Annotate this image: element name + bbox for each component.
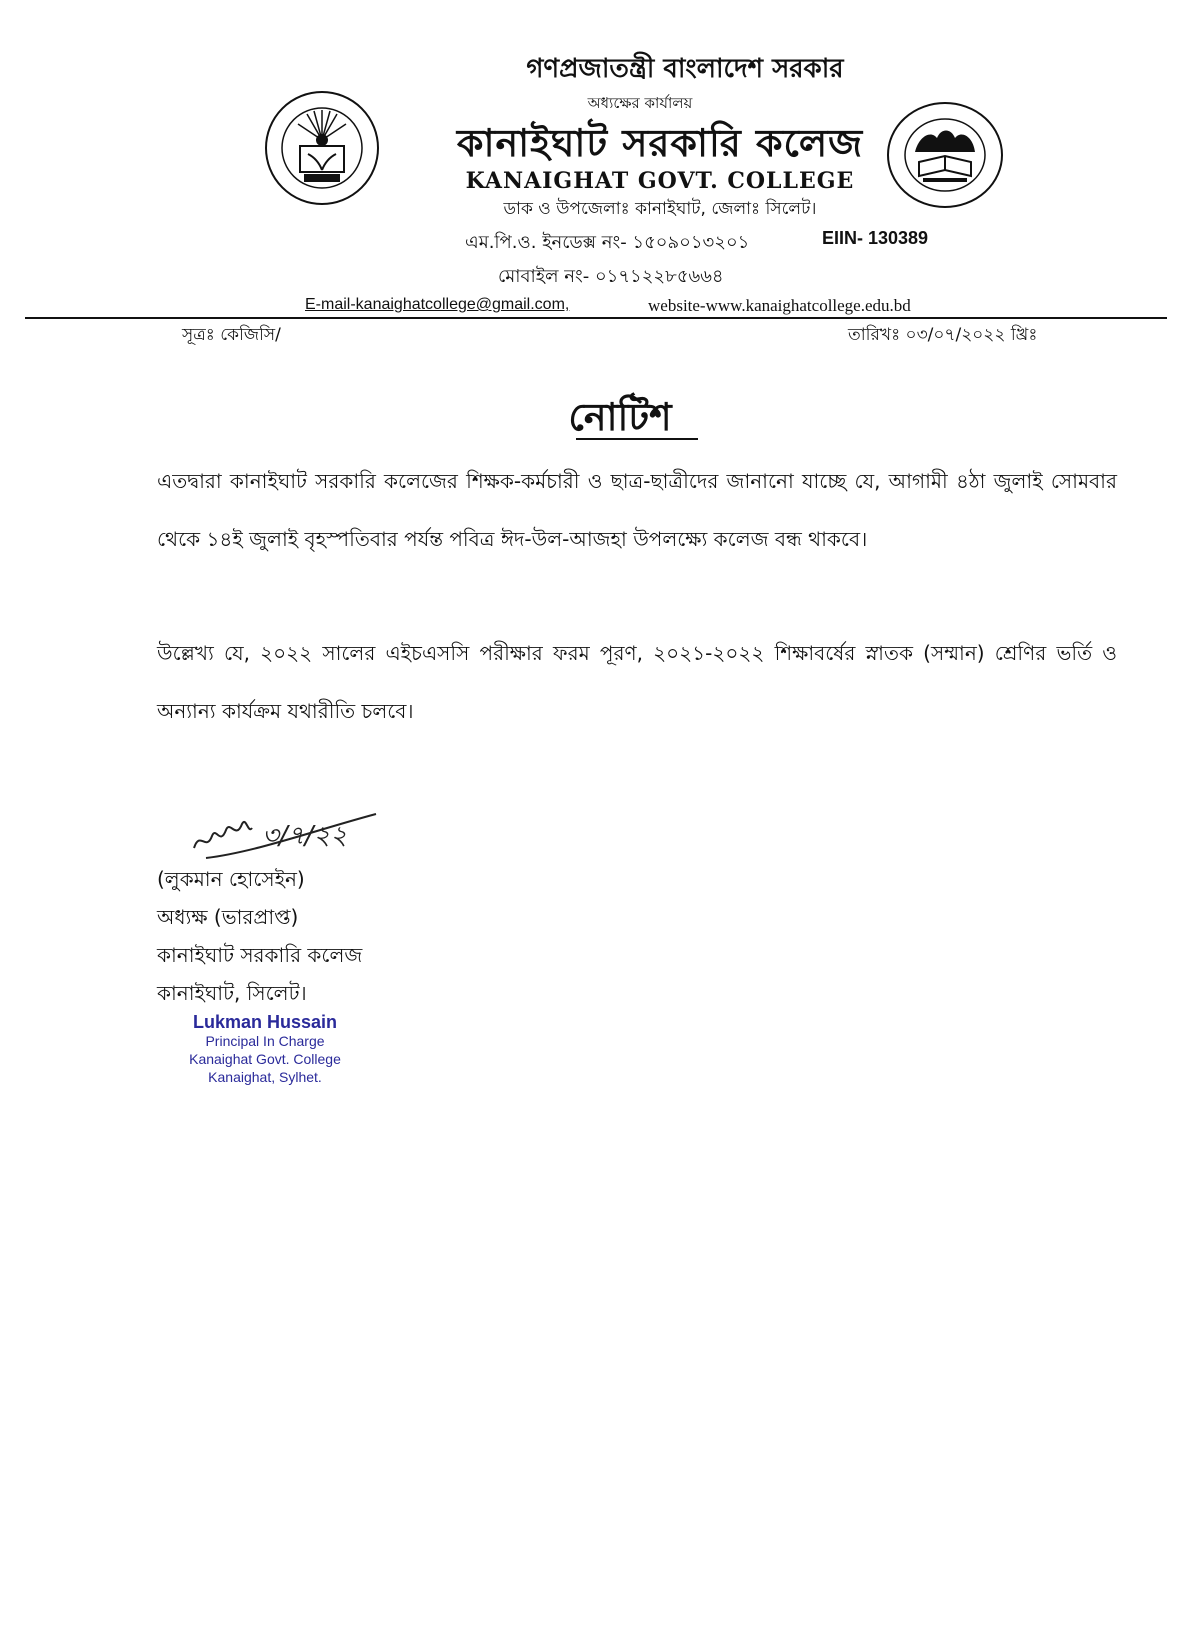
notice-paragraph-1: এতদ্বারা কানাইঘাট সরকারি কলেজের শিক্ষক-কর্মচারী ও ছাত্র-ছাত্রীদের জানানো যাচ্ছে যে, আগামী ৪ঠা জুলাই সোমবার থেকে ১৪ই জুলাই বৃহস্পতিবার পর্যন্ত পবিত্র ঈদ-উল-আজহা উপলক্ষ্যে কলেজ বন্ধ থাকবে। (157, 469, 1117, 551)
signatory-designation: অধ্যক্ষ (ভারপ্রাপ্ত) (157, 905, 299, 929)
college-name-bengali: কানাইঘাট সরকারি কলেজ (456, 121, 864, 165)
government-line: গণপ্রজাতন্ত্রী বাংলাদেশ সরকার (526, 54, 844, 84)
notice-title-underline (576, 438, 698, 440)
eiin-number: EIIN- 130389 (822, 228, 929, 248)
reference-number: সূত্রঃ কেজিসি/ (182, 325, 281, 345)
signatory-name: (লুকমান হোসেইন) (157, 867, 305, 891)
notice-date: তারিখঃ ০৩/০৭/২০২২ খ্রিঃ (848, 325, 1038, 345)
mpo-index: এম.পি.ও. ইনডেক্স নং- ১৫০৯০১৩২০১ (465, 232, 750, 253)
post-address: ডাক ও উপজেলাঃ কানাইঘাট, জেলাঃ সিলেট। (503, 199, 817, 219)
college-name-english: KANAIGHAT GOVT. COLLEGE (465, 168, 855, 194)
website-address: website-www.kanaighatcollege.edu.bd (648, 296, 911, 315)
handwritten-signature (186, 800, 386, 870)
stamp-name: Lukman Hussain (192, 1012, 338, 1032)
email-address: E-mail-kanaighatcollege@gmail.com, (305, 296, 570, 313)
stamp-place: Kanaighat, Sylhet. (208, 1069, 322, 1085)
mobile-number: মোবাইল নং- ০১৭১২২৮৫৬৬৪ (498, 266, 724, 287)
stamp-college: Kanaighat Govt. College (189, 1051, 341, 1067)
notice-title: নোটিশ (568, 395, 672, 439)
notice-paragraph-2: উল্লেখ্য যে, ২০২২ সালের এইচএসসি পরীক্ষার ফরম পূরণ, ২০২১-২০২২ শিক্ষাবর্ষের স্নাতক (সম্মান) শ্রেণির ভর্তি ও অন্যান্য কার্যক্রম যথারীতি চলবে। (157, 641, 1117, 723)
office-line: অধ্যক্ষের কার্যালয় (587, 94, 693, 112)
stamp-designation: Principal In Charge (205, 1033, 325, 1049)
signatory-college: কানাইঘাট সরকারি কলেজ (157, 943, 363, 967)
signatory-place: কানাইঘাট, সিলেট। (157, 981, 307, 1005)
header-divider (25, 317, 1167, 319)
signature-date: ৩/৭/২২ (262, 821, 348, 851)
